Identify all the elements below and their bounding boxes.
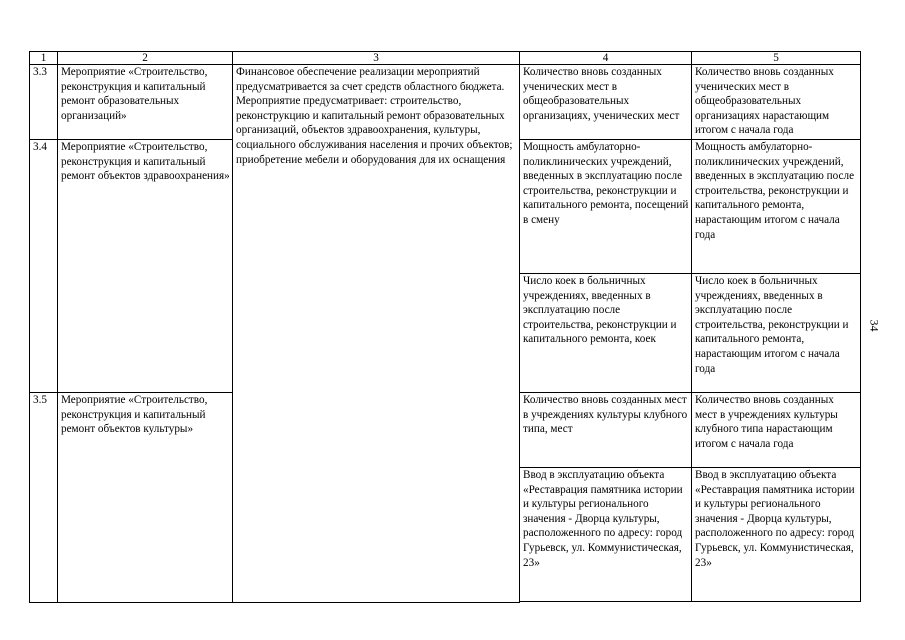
calculation-method: Число коек в больничных учреждениях, введенных в эксплуатацию после строительства, реконструкции и капитального ремонта, нарастающим итогом с начала года — [692, 274, 861, 393]
program-table — [29, 51, 861, 603]
row-number: 3.5 — [30, 393, 58, 603]
calculation-method: Количество вновь созданных мест в учреждениях культуры клубного типа нарастающим итогом с начала года — [692, 393, 861, 468]
calculation-method: Количество вновь созданных ученических мест в общеобразовательных организациях нарастающим итогом с начала года — [692, 65, 861, 140]
calculation-method: Ввод в эксплуатацию объекта «Реставрация памятника истории и культуры регионального значения - Дворца культуры, расположенного по адресу: город Гурьевск, ул. Коммунистическая, 23» — [692, 468, 861, 602]
header-col-3: 3 — [233, 52, 520, 65]
header-col-4: 4 — [520, 52, 692, 65]
event-name: Мероприятие «Строительство, реконструкция и капитальный ремонт объектов здравоохранения» — [58, 140, 233, 393]
indicator-name: Количество вновь созданных ученических мест в общеобразовательных организациях, ученических мест — [520, 65, 692, 140]
event-name: Мероприятие «Строительство, реконструкция и капитальный ремонт объектов культуры» — [58, 393, 233, 603]
financing-description: Финансовое обеспечение реализации мероприятий предусматривается за счет средств областного бюджета. Мероприятие предусматривает: строительство, реконструкцию и капитальный ремонт образовательных организаций, объектов здравоохранения, культуры, социального обслуживания населения и прочих объектов; приобретение мебели и оборудования для их оснащения — [233, 65, 520, 603]
indicator-name: Ввод в эксплуатацию объекта «Реставрация памятника истории и культуры регионального значения - Дворца культуры, расположенного по адресу: город Гурьевск, ул. Коммунистическая, 23» — [520, 468, 692, 602]
event-name: Мероприятие «Строительство, реконструкция и капитальный ремонт образовательных организаций» — [58, 65, 233, 140]
header-col-1: 1 — [30, 52, 58, 65]
page-number: 34 — [867, 319, 882, 332]
header-row — [30, 52, 861, 65]
indicator-name: Мощность амбулаторно-поликлинических учреждений, введенных в эксплуатацию после строительства, реконструкции и капитального ремонта, посещений в смену — [520, 140, 692, 274]
row-number: 3.4 — [30, 140, 58, 393]
header-col-5: 5 — [692, 52, 861, 65]
indicator-name: Число коек в больничных учреждениях, введенных в эксплуатацию после строительства, реконструкции и капитального ремонта, коек — [520, 274, 692, 393]
indicator-name: Количество вновь созданных мест в учреждениях культуры клубного типа, мест — [520, 393, 692, 468]
calculation-method: Мощность амбулаторно-поликлинических учреждений, введенных в эксплуатацию после строительства, реконструкции и капитального ремонта, нарастающим итогом с начала года — [692, 140, 861, 274]
header-col-2: 2 — [58, 52, 233, 65]
row-number: 3.3 — [30, 65, 58, 140]
table-row — [30, 65, 861, 140]
